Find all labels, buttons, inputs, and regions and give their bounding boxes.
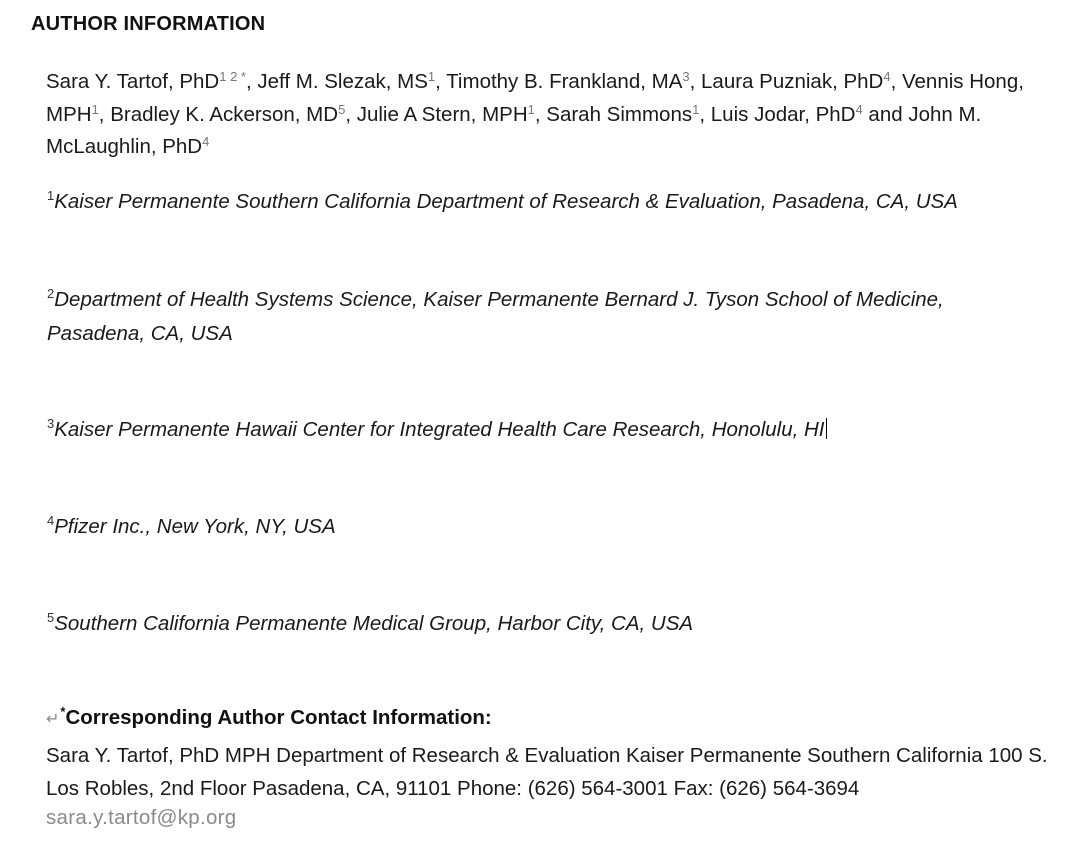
affiliation-4 bbox=[47, 510, 1047, 544]
corresponding-author-heading bbox=[46, 706, 492, 730]
author-affiliation-ref: 4 bbox=[855, 101, 863, 117]
affiliation-number: 4 bbox=[47, 513, 55, 528]
affiliation-1 bbox=[47, 185, 1047, 219]
author-separator: , bbox=[345, 102, 357, 126]
paragraph-return-icon: ↵ bbox=[46, 711, 60, 728]
author-affiliation-ref: 4 bbox=[883, 69, 891, 84]
affiliation-text[interactable]: Southern California Permanente Medical Group, Harbor City, CA, USA bbox=[54, 612, 694, 635]
affiliation-2 bbox=[47, 283, 1047, 351]
affiliation-text[interactable]: Pfizer Inc., New York, NY, USA bbox=[54, 515, 336, 538]
author-separator: , bbox=[98, 102, 111, 126]
author-affiliation-ref: 1 bbox=[527, 101, 535, 117]
author-affiliation-ref: 1 bbox=[91, 101, 99, 117]
author-separator: , bbox=[245, 70, 258, 93]
author-separator: , bbox=[534, 102, 547, 126]
author-name[interactable]: Julie A Stern, MPH bbox=[356, 102, 528, 126]
author-affiliation-ref: 3 bbox=[682, 69, 690, 84]
affiliation-number: 3 bbox=[47, 416, 55, 431]
author-affiliation-ref: 4 bbox=[202, 134, 210, 149]
author-name[interactable]: John M. McLaughlin, PhD bbox=[46, 102, 982, 158]
affiliation-3 bbox=[47, 413, 1047, 447]
author-name[interactable]: Sara Y. Tartof, PhD bbox=[46, 70, 220, 93]
author-separator: , bbox=[435, 70, 447, 93]
author-name[interactable]: Jeff M. Slezak, MS bbox=[257, 70, 428, 93]
affiliation-number: 5 bbox=[47, 610, 55, 625]
author-name[interactable]: Bradley K. Ackerson, MD bbox=[110, 102, 339, 126]
author-separator: , bbox=[890, 70, 902, 93]
affiliation-5 bbox=[47, 607, 1047, 641]
affiliation-number: 1 bbox=[47, 188, 55, 203]
author-list bbox=[46, 66, 1076, 164]
corresponding-asterisk: * bbox=[60, 704, 66, 719]
author-name[interactable]: Sarah Simmons bbox=[546, 102, 693, 126]
author-separator: and bbox=[862, 102, 909, 126]
corresponding-author-details[interactable]: Sara Y. Tartof, PhD MPH Department of Research & Evaluation Kaiser Permanente Southern California 100 S. Los Robles, 2nd Floor Pasadena, CA, 91101 Phone: (626) 564-3001 Fax: (626) 564-3694 bbox=[46, 744, 1048, 800]
affiliation-number: 2 bbox=[47, 286, 55, 301]
affiliation-text[interactable]: Department of Health Systems Science, Kaiser Permanente Bernard J. Tyson School of Medicine, Pasadena, CA, USA bbox=[47, 288, 944, 345]
author-name[interactable]: Laura Puzniak, PhD bbox=[701, 70, 884, 93]
author-separator: , bbox=[689, 70, 702, 93]
author-affiliation-ref: 1 bbox=[427, 69, 436, 84]
author-affiliation-ref: 5 bbox=[338, 101, 346, 117]
affiliation-text[interactable]: Kaiser Permanente Hawaii Center for Integrated Health Care Research, Honolulu, HI bbox=[54, 418, 825, 441]
author-name[interactable]: Luis Jodar, PhD bbox=[710, 102, 856, 126]
corresponding-email-link[interactable]: sara.y.tartof@kp.org bbox=[46, 806, 237, 829]
affiliation-text[interactable]: Kaiser Permanente Southern California Department of Research & Evaluation, Pasadena, CA, USA bbox=[54, 190, 958, 213]
section-heading: AUTHOR INFORMATION bbox=[31, 13, 266, 35]
text-cursor bbox=[826, 418, 828, 439]
author-separator: , bbox=[699, 102, 711, 126]
author-affiliation-ref: 1 2 * bbox=[219, 69, 246, 84]
corresponding-heading-text: Corresponding Author Contact Information: bbox=[65, 706, 492, 729]
author-affiliation-ref: 1 bbox=[692, 101, 700, 117]
author-name[interactable]: Timothy B. Frankland, MA bbox=[446, 70, 683, 93]
author-name[interactable]: Vennis Hong, MPH bbox=[46, 70, 1024, 126]
